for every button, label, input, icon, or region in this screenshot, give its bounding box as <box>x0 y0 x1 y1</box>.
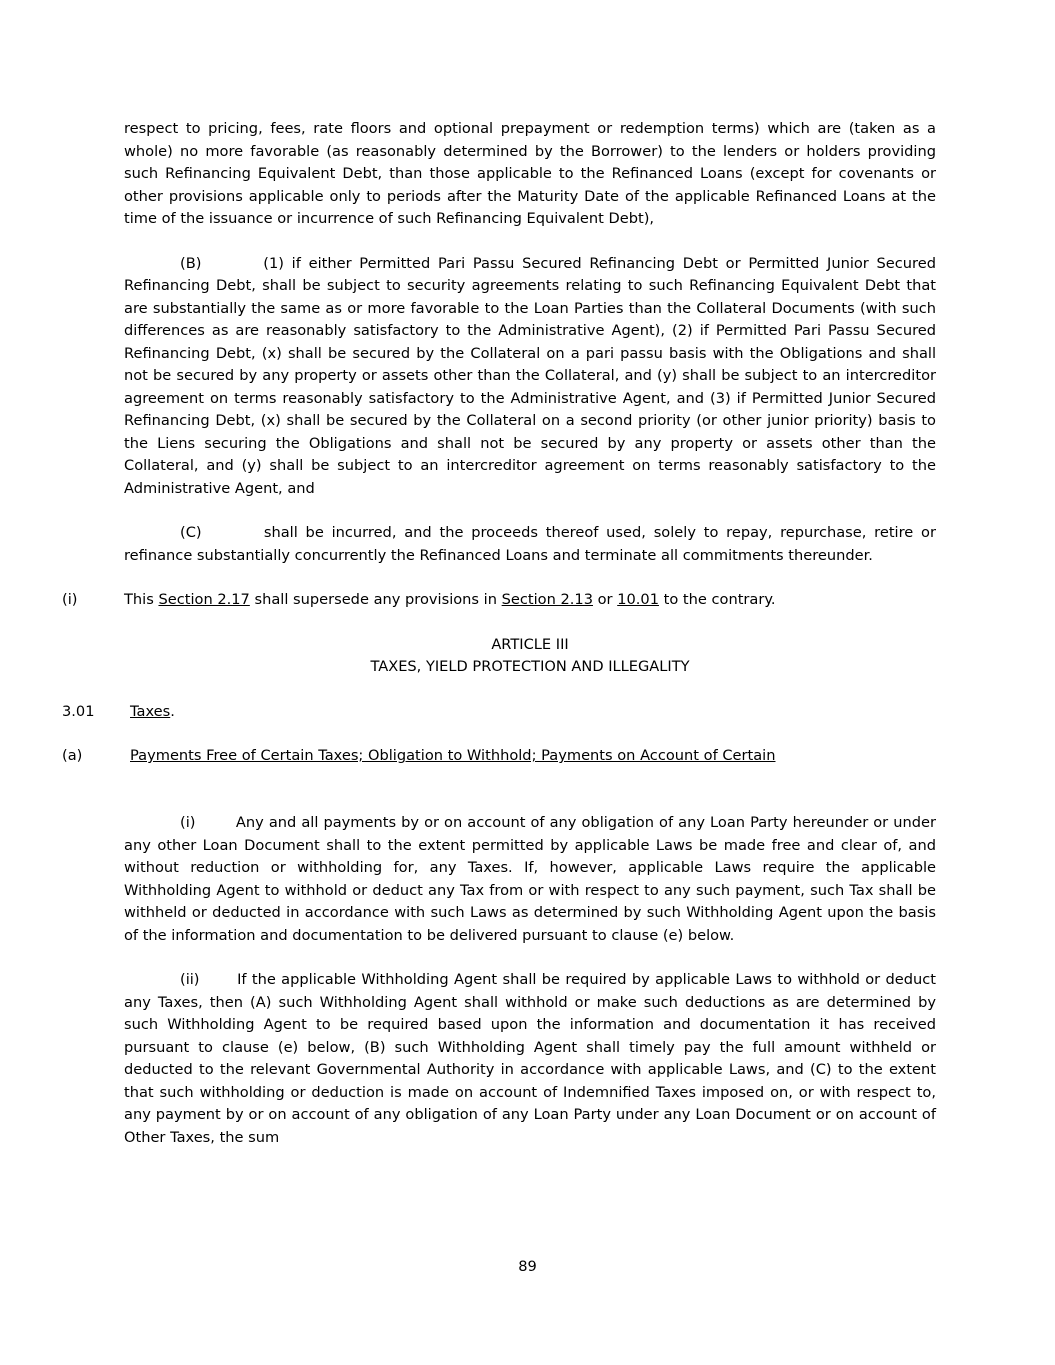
article-heading-line-1: ARTICLE III <box>491 635 569 653</box>
paragraph-continued: respect to pricing, fees, rate floors and optional prepayment or redemption terms) which are (taken as a whole) no more favorable (as reasonably determined by the Borrower) to the lenders or holders providing such Refinancing Equivalent Debt, than those applicable to the Refinanced Loans (except for covenants or other provisions applicable only to periods after the Maturity Date of the applicable Refinanced Loans at the time of the issuance or incurrence of such Refinancing Equivalent Debt), <box>124 120 936 227</box>
paragraph-a-ii <box>124 969 936 1149</box>
paragraph-clause-b <box>124 253 936 501</box>
paragraph-a-label: (a) <box>62 747 83 764</box>
section-3-01 <box>62 701 936 724</box>
paragraph-clause-c <box>124 522 936 567</box>
section-ref-2-13: Section 2.13 <box>501 591 593 608</box>
clause-i-text <box>124 589 936 612</box>
spacer <box>124 612 936 634</box>
clause-i-text-part-4: to the contrary. <box>658 591 776 608</box>
clause-c-label: (C) <box>180 524 202 541</box>
paragraph-a-i-text: Any and all payments by or on account of any obligation of any Loan Party hereunder or under any other Loan Document shall to the extent permitted by applicable Laws be made free and clear of, and without reduction or withholding for, any Taxes. If, however, applicable Laws require the applicable Withholding Agent to withhold or deduct any Tax from or with respect to any such payment, such Tax shall be withheld or deducted in accordance with such Laws as determined by such Withholding Agent upon the basis of the information and documentation to be delivered pursuant to clause (e) below. <box>124 814 936 944</box>
spacer <box>124 500 936 522</box>
section-title-period: . <box>170 702 175 720</box>
spacer <box>124 947 936 969</box>
paragraph-a <box>62 745 936 790</box>
paragraph-a-row <box>62 745 936 768</box>
spacer <box>124 679 936 701</box>
spacer <box>124 231 936 253</box>
paragraph-a-ii-label: (ii) <box>180 971 200 988</box>
section-ref-10-01: 10.01 <box>617 591 659 608</box>
clause-i-label: (i) <box>62 591 78 608</box>
spacer <box>124 723 936 745</box>
section-ref-2-17: Section 2.17 <box>158 591 250 608</box>
paragraph-a-i-label: (i) <box>180 814 196 831</box>
spacer <box>124 567 936 589</box>
clause-i-text-part-1: This <box>124 591 159 608</box>
section-title-wrap <box>130 701 936 724</box>
clause-b-label: (B) <box>180 254 202 272</box>
page-footer <box>0 1258 1055 1275</box>
clause-i-text-part-3: or <box>592 591 618 608</box>
clause-b-text: (1) if either Permitted Pari Passu Secured Refinancing Debt or Permitted Junior Secured Refinancing Debt, shall be subject to security agreements relating to such Refinancing Equivalent Debt that are substantially the same as or more favorable to the Loan Parties than the Collateral Documents (with such differences as are reasonably satisfactory to the Administrative Agent), (2) if Permitted Pari Passu Secured Refinancing Debt, (x) shall be secured by the Collateral on a pari passu basis with the Obligations and shall not be secured by any property or assets other than the Collateral, and (y) shall be subject to an intercreditor agreement on terms reasonably satisfactory to the Administrative Agent, and (3) if Permitted Junior Secured Refinancing Debt, (x) shall be secured by the Collateral on a second priority (or other junior priority) basis to the Liens securing the Obligations and shall not be secured by any property or assets other than the Collateral, and (y) shall be subject to an intercreditor agreement on terms reasonably satisfactory to the Administrative Agent, and <box>124 254 936 497</box>
clause-c-text: shall be incurred, and the proceeds thereof used, solely to repay, repurchase, retire or refinance substantially concurrently the Refinanced Loans and terminate all commitments thereunder. <box>124 524 936 564</box>
paragraph-a-i <box>124 812 936 947</box>
spacer <box>124 790 936 812</box>
article-heading-line-2: TAXES, YIELD PROTECTION AND ILLEGALITY <box>370 658 690 675</box>
section-title: Taxes <box>130 702 171 720</box>
clause-i-text-part-2: shall supersede any provisions in <box>249 591 502 608</box>
page-number: 89 <box>518 1258 537 1275</box>
paragraph-clause-i <box>62 589 936 612</box>
paragraph-a-ii-text: If the applicable Withholding Agent shall be required by applicable Laws to withhold or deduct any Taxes, then (A) such Withholding Agent shall withhold or make such deductions as are determined by such Withholding Agent to be required based upon the information and documentation it has received pursuant to clause (e) below, (B) such Withholding Agent shall timely pay the full amount withheld or deducted to the relevant Governmental Authority in accordance with applicable Laws, and (C) to the extent that such withholding or deduction is made on account of Indemnified Taxes imposed on, or with respect to, any payment by or on account of any obligation of any Loan Party under any Loan Document or on account of Other Taxes, the sum <box>124 971 936 1146</box>
paragraph-a-title-line-2 <box>0 768 936 791</box>
article-heading <box>124 634 936 679</box>
paragraph-a-title-line-1: Payments Free of Certain Taxes; Obligation to Withhold; Payments on Account of Certain <box>130 747 776 764</box>
page-content <box>62 118 936 1149</box>
section-number: 3.01 <box>62 702 95 720</box>
